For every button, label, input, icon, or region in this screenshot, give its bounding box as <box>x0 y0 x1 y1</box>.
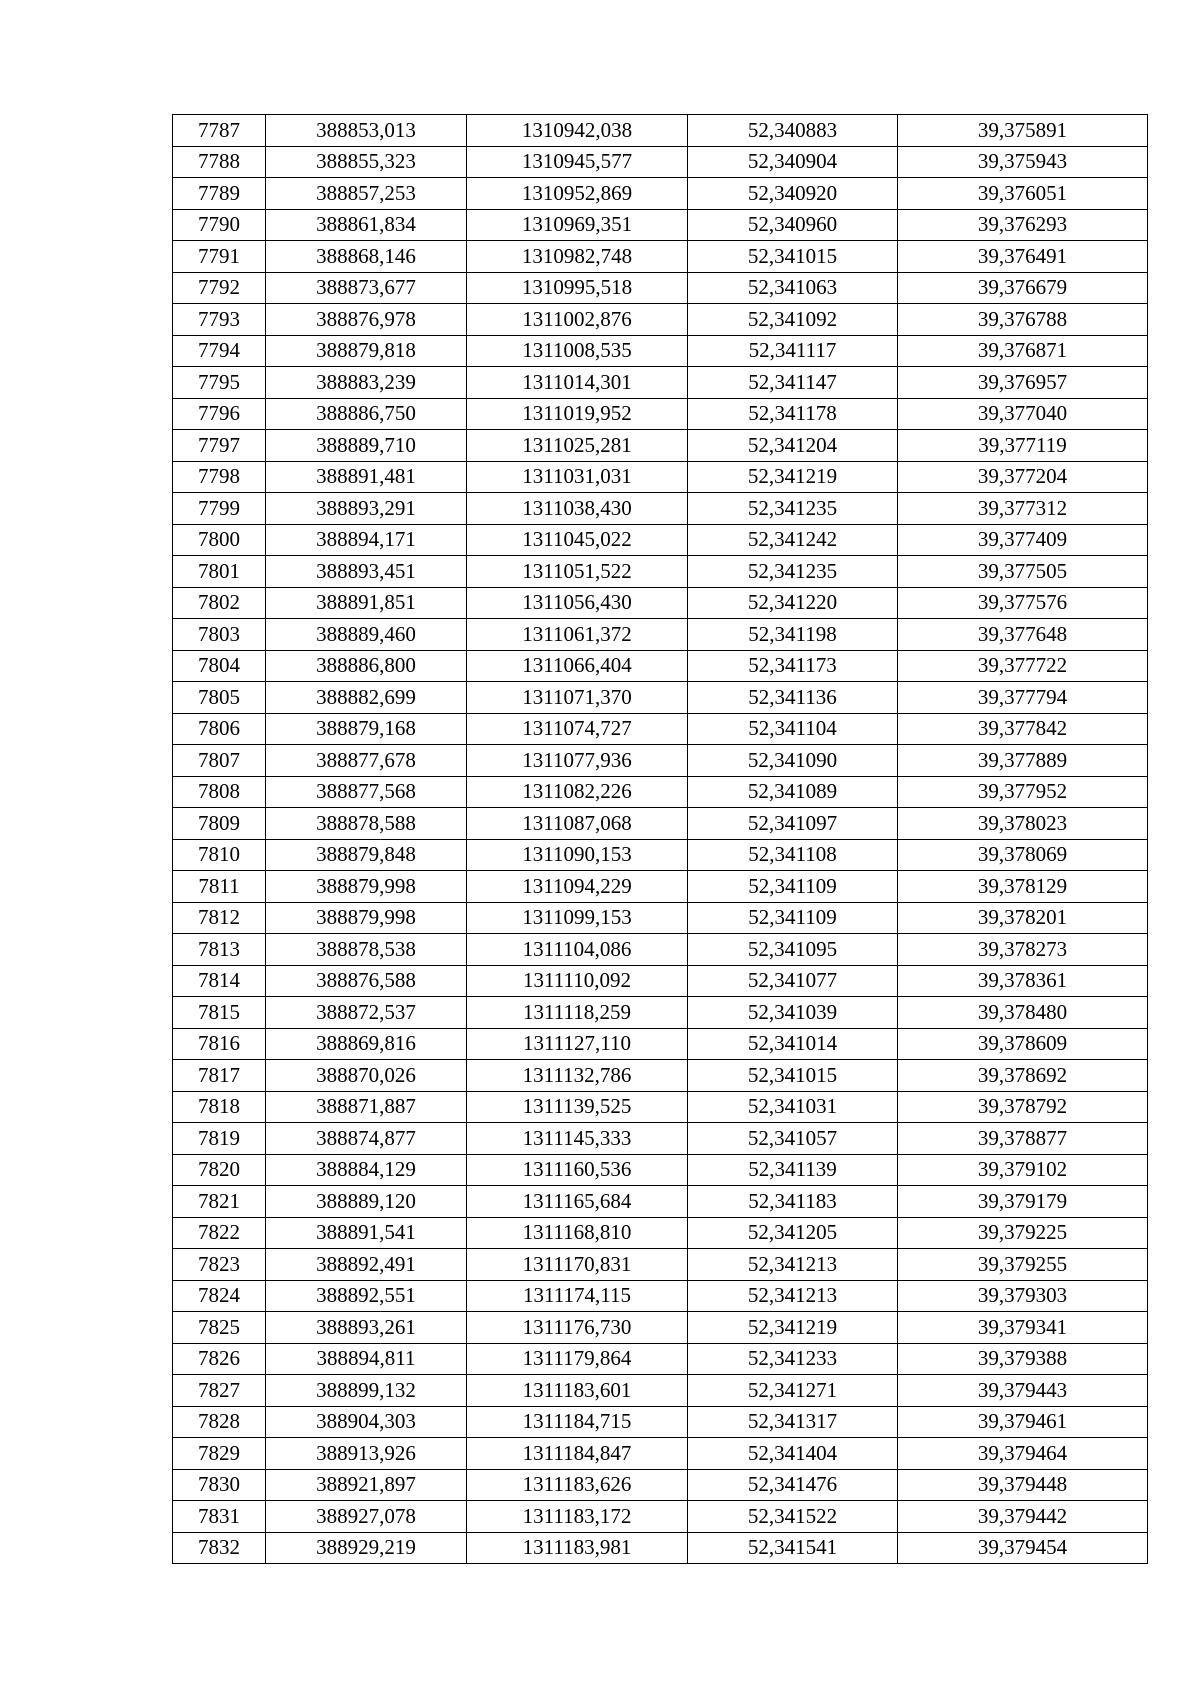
y-coordinate-cell: 1311090,153 <box>467 839 688 871</box>
y-coordinate-cell: 1311168,810 <box>467 1217 688 1249</box>
longitude-cell: 39,375891 <box>898 115 1148 147</box>
point-number-cell: 7827 <box>173 1375 266 1407</box>
latitude-cell: 52,341404 <box>688 1438 898 1470</box>
table-row <box>173 1280 1148 1312</box>
table-row <box>173 650 1148 682</box>
x-coordinate-cell: 388861,834 <box>266 209 467 241</box>
longitude-cell: 39,379102 <box>898 1154 1148 1186</box>
latitude-cell: 52,340883 <box>688 115 898 147</box>
table-row <box>173 1469 1148 1501</box>
longitude-cell: 39,379461 <box>898 1406 1148 1438</box>
x-coordinate-cell: 388879,998 <box>266 902 467 934</box>
longitude-cell: 39,379255 <box>898 1249 1148 1281</box>
table-row <box>173 871 1148 903</box>
x-coordinate-cell: 388893,291 <box>266 493 467 525</box>
point-number-cell: 7807 <box>173 745 266 777</box>
point-number-cell: 7793 <box>173 304 266 336</box>
latitude-cell: 52,341213 <box>688 1280 898 1312</box>
y-coordinate-cell: 1311061,372 <box>467 619 688 651</box>
point-number-cell: 7820 <box>173 1154 266 1186</box>
latitude-cell: 52,341235 <box>688 493 898 525</box>
table-row <box>173 1343 1148 1375</box>
x-coordinate-cell: 388929,219 <box>266 1532 467 1564</box>
x-coordinate-cell: 388879,168 <box>266 713 467 745</box>
table-row <box>173 1312 1148 1344</box>
x-coordinate-cell: 388889,120 <box>266 1186 467 1218</box>
x-coordinate-cell: 388894,811 <box>266 1343 467 1375</box>
point-number-cell: 7818 <box>173 1091 266 1123</box>
x-coordinate-cell: 388868,146 <box>266 241 467 273</box>
table-row <box>173 934 1148 966</box>
y-coordinate-cell: 1311104,086 <box>467 934 688 966</box>
point-number-cell: 7828 <box>173 1406 266 1438</box>
point-number-cell: 7814 <box>173 965 266 997</box>
latitude-cell: 52,340904 <box>688 146 898 178</box>
table-row <box>173 745 1148 777</box>
point-number-cell: 7798 <box>173 461 266 493</box>
latitude-cell: 52,341136 <box>688 682 898 714</box>
latitude-cell: 52,341104 <box>688 713 898 745</box>
latitude-cell: 52,341522 <box>688 1501 898 1533</box>
y-coordinate-cell: 1311145,333 <box>467 1123 688 1155</box>
table-row <box>173 493 1148 525</box>
longitude-cell: 39,378129 <box>898 871 1148 903</box>
latitude-cell: 52,341541 <box>688 1532 898 1564</box>
x-coordinate-cell: 388894,171 <box>266 524 467 556</box>
point-number-cell: 7831 <box>173 1501 266 1533</box>
longitude-cell: 39,377889 <box>898 745 1148 777</box>
table-row <box>173 241 1148 273</box>
point-number-cell: 7816 <box>173 1028 266 1060</box>
point-number-cell: 7788 <box>173 146 266 178</box>
table-row <box>173 115 1148 147</box>
table-row <box>173 178 1148 210</box>
y-coordinate-cell: 1311019,952 <box>467 398 688 430</box>
latitude-cell: 52,341015 <box>688 241 898 273</box>
longitude-cell: 39,378480 <box>898 997 1148 1029</box>
table-row <box>173 430 1148 462</box>
x-coordinate-cell: 388876,978 <box>266 304 467 336</box>
longitude-cell: 39,378792 <box>898 1091 1148 1123</box>
x-coordinate-cell: 388891,481 <box>266 461 467 493</box>
longitude-cell: 39,378201 <box>898 902 1148 934</box>
latitude-cell: 52,341476 <box>688 1469 898 1501</box>
y-coordinate-cell: 1311183,626 <box>467 1469 688 1501</box>
point-number-cell: 7832 <box>173 1532 266 1564</box>
x-coordinate-cell: 388889,460 <box>266 619 467 651</box>
table-row <box>173 965 1148 997</box>
x-coordinate-cell: 388878,538 <box>266 934 467 966</box>
point-number-cell: 7790 <box>173 209 266 241</box>
longitude-cell: 39,377505 <box>898 556 1148 588</box>
latitude-cell: 52,341213 <box>688 1249 898 1281</box>
x-coordinate-cell: 388855,323 <box>266 146 467 178</box>
point-number-cell: 7794 <box>173 335 266 367</box>
point-number-cell: 7819 <box>173 1123 266 1155</box>
latitude-cell: 52,341039 <box>688 997 898 1029</box>
x-coordinate-cell: 388873,677 <box>266 272 467 304</box>
y-coordinate-cell: 1310995,518 <box>467 272 688 304</box>
y-coordinate-cell: 1311179,864 <box>467 1343 688 1375</box>
latitude-cell: 52,341242 <box>688 524 898 556</box>
latitude-cell: 52,341233 <box>688 1343 898 1375</box>
latitude-cell: 52,341183 <box>688 1186 898 1218</box>
latitude-cell: 52,341109 <box>688 902 898 934</box>
x-coordinate-cell: 388886,750 <box>266 398 467 430</box>
y-coordinate-cell: 1310982,748 <box>467 241 688 273</box>
x-coordinate-cell: 388921,897 <box>266 1469 467 1501</box>
x-coordinate-cell: 388927,078 <box>266 1501 467 1533</box>
y-coordinate-cell: 1311025,281 <box>467 430 688 462</box>
latitude-cell: 52,341108 <box>688 839 898 871</box>
table-row <box>173 682 1148 714</box>
x-coordinate-cell: 388882,699 <box>266 682 467 714</box>
table-row <box>173 1217 1148 1249</box>
point-number-cell: 7821 <box>173 1186 266 1218</box>
table-row <box>173 839 1148 871</box>
x-coordinate-cell: 388889,710 <box>266 430 467 462</box>
latitude-cell: 52,341173 <box>688 650 898 682</box>
point-number-cell: 7791 <box>173 241 266 273</box>
point-number-cell: 7806 <box>173 713 266 745</box>
x-coordinate-cell: 388871,887 <box>266 1091 467 1123</box>
point-number-cell: 7822 <box>173 1217 266 1249</box>
latitude-cell: 52,341015 <box>688 1060 898 1092</box>
longitude-cell: 39,379341 <box>898 1312 1148 1344</box>
latitude-cell: 52,341198 <box>688 619 898 651</box>
point-number-cell: 7825 <box>173 1312 266 1344</box>
longitude-cell: 39,378877 <box>898 1123 1148 1155</box>
longitude-cell: 39,378069 <box>898 839 1148 871</box>
y-coordinate-cell: 1311132,786 <box>467 1060 688 1092</box>
longitude-cell: 39,379388 <box>898 1343 1148 1375</box>
longitude-cell: 39,376871 <box>898 335 1148 367</box>
latitude-cell: 52,341063 <box>688 272 898 304</box>
latitude-cell: 52,341235 <box>688 556 898 588</box>
point-number-cell: 7805 <box>173 682 266 714</box>
latitude-cell: 52,341092 <box>688 304 898 336</box>
point-number-cell: 7830 <box>173 1469 266 1501</box>
x-coordinate-cell: 388893,451 <box>266 556 467 588</box>
x-coordinate-cell: 388877,678 <box>266 745 467 777</box>
point-number-cell: 7800 <box>173 524 266 556</box>
longitude-cell: 39,377576 <box>898 587 1148 619</box>
table-row <box>173 997 1148 1029</box>
longitude-cell: 39,375943 <box>898 146 1148 178</box>
latitude-cell: 52,340960 <box>688 209 898 241</box>
x-coordinate-cell: 388904,303 <box>266 1406 467 1438</box>
longitude-cell: 39,379442 <box>898 1501 1148 1533</box>
latitude-cell: 52,341205 <box>688 1217 898 1249</box>
table-row <box>173 776 1148 808</box>
latitude-cell: 52,341178 <box>688 398 898 430</box>
latitude-cell: 52,341090 <box>688 745 898 777</box>
y-coordinate-cell: 1311183,172 <box>467 1501 688 1533</box>
y-coordinate-cell: 1311139,525 <box>467 1091 688 1123</box>
point-number-cell: 7796 <box>173 398 266 430</box>
coordinates-table-body <box>173 115 1148 1564</box>
latitude-cell: 52,341204 <box>688 430 898 462</box>
latitude-cell: 52,341109 <box>688 871 898 903</box>
longitude-cell: 39,376051 <box>898 178 1148 210</box>
y-coordinate-cell: 1311110,092 <box>467 965 688 997</box>
longitude-cell: 39,376788 <box>898 304 1148 336</box>
y-coordinate-cell: 1311038,430 <box>467 493 688 525</box>
point-number-cell: 7824 <box>173 1280 266 1312</box>
point-number-cell: 7829 <box>173 1438 266 1470</box>
table-row <box>173 1249 1148 1281</box>
point-number-cell: 7813 <box>173 934 266 966</box>
longitude-cell: 39,378023 <box>898 808 1148 840</box>
longitude-cell: 39,376491 <box>898 241 1148 273</box>
longitude-cell: 39,379454 <box>898 1532 1148 1564</box>
x-coordinate-cell: 388877,568 <box>266 776 467 808</box>
y-coordinate-cell: 1311094,229 <box>467 871 688 903</box>
y-coordinate-cell: 1310952,869 <box>467 178 688 210</box>
latitude-cell: 52,341097 <box>688 808 898 840</box>
longitude-cell: 39,377312 <box>898 493 1148 525</box>
x-coordinate-cell: 388913,926 <box>266 1438 467 1470</box>
table-row <box>173 367 1148 399</box>
point-number-cell: 7808 <box>173 776 266 808</box>
point-number-cell: 7810 <box>173 839 266 871</box>
y-coordinate-cell: 1311174,115 <box>467 1280 688 1312</box>
y-coordinate-cell: 1311051,522 <box>467 556 688 588</box>
table-row <box>173 587 1148 619</box>
longitude-cell: 39,378692 <box>898 1060 1148 1092</box>
longitude-cell: 39,378361 <box>898 965 1148 997</box>
latitude-cell: 52,341117 <box>688 335 898 367</box>
x-coordinate-cell: 388899,132 <box>266 1375 467 1407</box>
latitude-cell: 52,341220 <box>688 587 898 619</box>
point-number-cell: 7817 <box>173 1060 266 1092</box>
x-coordinate-cell: 388857,253 <box>266 178 467 210</box>
longitude-cell: 39,376957 <box>898 367 1148 399</box>
table-row <box>173 335 1148 367</box>
x-coordinate-cell: 388872,537 <box>266 997 467 1029</box>
table-row <box>173 1375 1148 1407</box>
table-row <box>173 398 1148 430</box>
y-coordinate-cell: 1311077,936 <box>467 745 688 777</box>
y-coordinate-cell: 1310942,038 <box>467 115 688 147</box>
longitude-cell: 39,379443 <box>898 1375 1148 1407</box>
x-coordinate-cell: 388874,877 <box>266 1123 467 1155</box>
latitude-cell: 52,341095 <box>688 934 898 966</box>
longitude-cell: 39,377842 <box>898 713 1148 745</box>
table-row <box>173 1123 1148 1155</box>
table-row <box>173 209 1148 241</box>
latitude-cell: 52,341271 <box>688 1375 898 1407</box>
y-coordinate-cell: 1311031,031 <box>467 461 688 493</box>
point-number-cell: 7804 <box>173 650 266 682</box>
table-row <box>173 146 1148 178</box>
point-number-cell: 7787 <box>173 115 266 147</box>
latitude-cell: 52,341317 <box>688 1406 898 1438</box>
x-coordinate-cell: 388886,800 <box>266 650 467 682</box>
y-coordinate-cell: 1311170,831 <box>467 1249 688 1281</box>
x-coordinate-cell: 388883,239 <box>266 367 467 399</box>
x-coordinate-cell: 388891,541 <box>266 1217 467 1249</box>
y-coordinate-cell: 1311074,727 <box>467 713 688 745</box>
latitude-cell: 52,341219 <box>688 1312 898 1344</box>
longitude-cell: 39,378273 <box>898 934 1148 966</box>
x-coordinate-cell: 388892,491 <box>266 1249 467 1281</box>
x-coordinate-cell: 388869,816 <box>266 1028 467 1060</box>
point-number-cell: 7801 <box>173 556 266 588</box>
x-coordinate-cell: 388892,551 <box>266 1280 467 1312</box>
x-coordinate-cell: 388879,848 <box>266 839 467 871</box>
x-coordinate-cell: 388879,998 <box>266 871 467 903</box>
y-coordinate-cell: 1311082,226 <box>467 776 688 808</box>
y-coordinate-cell: 1311056,430 <box>467 587 688 619</box>
table-row <box>173 619 1148 651</box>
x-coordinate-cell: 388878,588 <box>266 808 467 840</box>
y-coordinate-cell: 1311176,730 <box>467 1312 688 1344</box>
x-coordinate-cell: 388893,261 <box>266 1312 467 1344</box>
point-number-cell: 7815 <box>173 997 266 1029</box>
y-coordinate-cell: 1311160,536 <box>467 1154 688 1186</box>
point-number-cell: 7799 <box>173 493 266 525</box>
point-number-cell: 7812 <box>173 902 266 934</box>
y-coordinate-cell: 1311066,404 <box>467 650 688 682</box>
table-row <box>173 524 1148 556</box>
longitude-cell: 39,379225 <box>898 1217 1148 1249</box>
y-coordinate-cell: 1311127,110 <box>467 1028 688 1060</box>
point-number-cell: 7792 <box>173 272 266 304</box>
y-coordinate-cell: 1311184,715 <box>467 1406 688 1438</box>
point-number-cell: 7803 <box>173 619 266 651</box>
longitude-cell: 39,377204 <box>898 461 1148 493</box>
x-coordinate-cell: 388853,013 <box>266 115 467 147</box>
y-coordinate-cell: 1310945,577 <box>467 146 688 178</box>
table-row <box>173 1501 1148 1533</box>
table-row <box>173 902 1148 934</box>
x-coordinate-cell: 388884,129 <box>266 1154 467 1186</box>
longitude-cell: 39,378609 <box>898 1028 1148 1060</box>
longitude-cell: 39,379179 <box>898 1186 1148 1218</box>
table-row <box>173 1028 1148 1060</box>
point-number-cell: 7811 <box>173 871 266 903</box>
y-coordinate-cell: 1311014,301 <box>467 367 688 399</box>
longitude-cell: 39,377648 <box>898 619 1148 651</box>
table-row <box>173 1532 1148 1564</box>
y-coordinate-cell: 1311099,153 <box>467 902 688 934</box>
latitude-cell: 52,340920 <box>688 178 898 210</box>
y-coordinate-cell: 1311183,981 <box>467 1532 688 1564</box>
y-coordinate-cell: 1310969,351 <box>467 209 688 241</box>
table-row <box>173 1060 1148 1092</box>
y-coordinate-cell: 1311002,876 <box>467 304 688 336</box>
point-number-cell: 7795 <box>173 367 266 399</box>
table-row <box>173 713 1148 745</box>
latitude-cell: 52,341057 <box>688 1123 898 1155</box>
y-coordinate-cell: 1311008,535 <box>467 335 688 367</box>
point-number-cell: 7797 <box>173 430 266 462</box>
latitude-cell: 52,341014 <box>688 1028 898 1060</box>
latitude-cell: 52,341077 <box>688 965 898 997</box>
y-coordinate-cell: 1311184,847 <box>467 1438 688 1470</box>
y-coordinate-cell: 1311071,370 <box>467 682 688 714</box>
table-row <box>173 461 1148 493</box>
table-row <box>173 304 1148 336</box>
longitude-cell: 39,377722 <box>898 650 1148 682</box>
longitude-cell: 39,379448 <box>898 1469 1148 1501</box>
table-row <box>173 1154 1148 1186</box>
table-row <box>173 556 1148 588</box>
latitude-cell: 52,341089 <box>688 776 898 808</box>
longitude-cell: 39,379303 <box>898 1280 1148 1312</box>
y-coordinate-cell: 1311165,684 <box>467 1186 688 1218</box>
x-coordinate-cell: 388879,818 <box>266 335 467 367</box>
longitude-cell: 39,376679 <box>898 272 1148 304</box>
latitude-cell: 52,341147 <box>688 367 898 399</box>
latitude-cell: 52,341031 <box>688 1091 898 1123</box>
table-row <box>173 272 1148 304</box>
point-number-cell: 7789 <box>173 178 266 210</box>
y-coordinate-cell: 1311045,022 <box>467 524 688 556</box>
latitude-cell: 52,341219 <box>688 461 898 493</box>
y-coordinate-cell: 1311118,259 <box>467 997 688 1029</box>
table-row <box>173 1438 1148 1470</box>
longitude-cell: 39,377040 <box>898 398 1148 430</box>
longitude-cell: 39,377794 <box>898 682 1148 714</box>
coordinates-table <box>172 114 1148 1564</box>
y-coordinate-cell: 1311183,601 <box>467 1375 688 1407</box>
point-number-cell: 7802 <box>173 587 266 619</box>
latitude-cell: 52,341139 <box>688 1154 898 1186</box>
longitude-cell: 39,376293 <box>898 209 1148 241</box>
x-coordinate-cell: 388876,588 <box>266 965 467 997</box>
point-number-cell: 7826 <box>173 1343 266 1375</box>
longitude-cell: 39,377952 <box>898 776 1148 808</box>
x-coordinate-cell: 388891,851 <box>266 587 467 619</box>
point-number-cell: 7809 <box>173 808 266 840</box>
longitude-cell: 39,379464 <box>898 1438 1148 1470</box>
longitude-cell: 39,377119 <box>898 430 1148 462</box>
table-row <box>173 1406 1148 1438</box>
table-row <box>173 1091 1148 1123</box>
y-coordinate-cell: 1311087,068 <box>467 808 688 840</box>
point-number-cell: 7823 <box>173 1249 266 1281</box>
x-coordinate-cell: 388870,026 <box>266 1060 467 1092</box>
table-row <box>173 1186 1148 1218</box>
table-row <box>173 808 1148 840</box>
longitude-cell: 39,377409 <box>898 524 1148 556</box>
